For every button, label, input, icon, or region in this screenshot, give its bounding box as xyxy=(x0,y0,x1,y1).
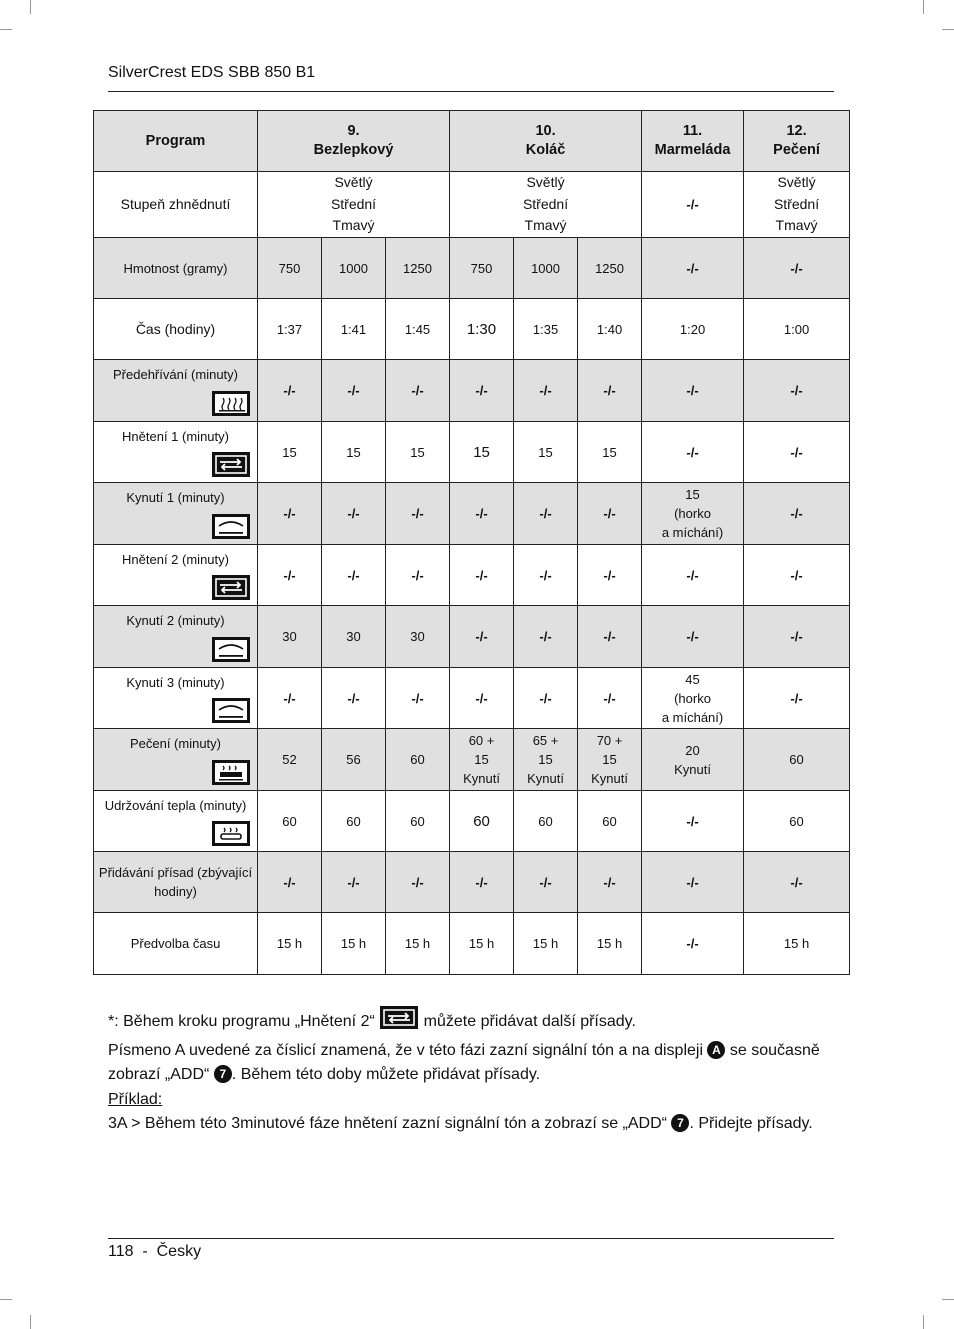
table-cell: 45 (horko a míchání) xyxy=(642,668,744,729)
program-header-10: 10. Koláč xyxy=(450,111,642,172)
callout-badge-7: 7 xyxy=(671,1114,689,1132)
table-cell: -/- xyxy=(514,606,578,668)
table-cell: 60 xyxy=(578,791,642,852)
table-cell: -/- xyxy=(578,668,642,729)
program-header-12: 12. Pečení xyxy=(744,111,850,172)
table-cell: -/- xyxy=(578,545,642,606)
row-label: Předvolba času xyxy=(94,913,258,975)
table-cell: -/- xyxy=(322,668,386,729)
row-label: Hnětení 2 (minuty) xyxy=(94,545,258,606)
table-cell: -/- xyxy=(744,360,850,422)
table-cell: -/- xyxy=(578,606,642,668)
crop-mark xyxy=(923,0,924,14)
table-cell: -/- xyxy=(578,360,642,422)
crop-mark xyxy=(942,1299,954,1300)
table-row xyxy=(94,852,850,913)
table-cell: -/- xyxy=(744,483,850,545)
table-cell: -/- xyxy=(322,483,386,545)
table-cell: 1:30 xyxy=(450,299,514,360)
table-cell: -/- xyxy=(450,545,514,606)
table-cell: 15 h xyxy=(450,913,514,975)
table-cell: -/- xyxy=(744,852,850,913)
program-header-11: 11. Marmeláda xyxy=(642,111,744,172)
knead-icon xyxy=(379,1005,419,1039)
table-row xyxy=(94,913,850,975)
table-cell: 1000 xyxy=(322,238,386,299)
table-cell: 30 xyxy=(258,606,322,668)
table-cell: 15 h xyxy=(386,913,450,975)
table-header-row xyxy=(94,111,850,172)
table-cell: -/- xyxy=(642,852,744,913)
table-cell: -/- xyxy=(322,852,386,913)
example-text: 3A > Během této 3minutové fáze hnětení zazní signální tón a zobrazí se „ADD“ 7 . Přidejte přísady. xyxy=(108,1115,813,1132)
example-label: Příklad: xyxy=(108,1090,163,1108)
table-cell: 60 xyxy=(386,729,450,791)
table-cell: 15 xyxy=(514,422,578,483)
crop-mark xyxy=(30,1315,31,1329)
table-cell: 60 xyxy=(322,791,386,852)
row-label: Kynutí 2 (minuty) xyxy=(94,606,258,668)
table-cell: -/- xyxy=(642,545,744,606)
table-cell: -/- xyxy=(642,360,744,422)
table-cell: -/- xyxy=(386,360,450,422)
knead-icon xyxy=(211,451,251,478)
table-cell: -/- xyxy=(744,668,850,729)
table-cell: -/- xyxy=(744,238,850,299)
table-cell: 15 xyxy=(258,422,322,483)
rise-icon xyxy=(211,636,251,663)
row-label: Pečení (minuty) xyxy=(94,729,258,791)
table-cell: -/- xyxy=(258,668,322,729)
row-label: Přidávání přísad (zbývající hodiny) xyxy=(94,852,258,913)
table-cell: -/- xyxy=(642,913,744,975)
callout-badge-a: A xyxy=(707,1041,725,1059)
table-row xyxy=(94,606,850,668)
crop-mark xyxy=(942,29,954,30)
table-cell: 15 h xyxy=(322,913,386,975)
table-cell: 1250 xyxy=(578,238,642,299)
program-table xyxy=(93,110,850,975)
note-line-2: Písmeno A uvedené za číslicí znamená, že v této fázi zazní signální tón a na displeji A se současně zobrazí „ADD“ 7 . Během této doby můžete přidávat přísady. xyxy=(108,1041,820,1083)
browning-cell-9: Světlý Střední Tmavý xyxy=(258,172,450,238)
table-cell: -/- xyxy=(642,238,744,299)
preheat-icon xyxy=(211,390,251,417)
table-cell: -/- xyxy=(578,852,642,913)
table-cell: 1000 xyxy=(514,238,578,299)
table-cell: 70 + 15 Kynutí xyxy=(578,729,642,791)
table-cell: -/- xyxy=(258,852,322,913)
table-cell: -/- xyxy=(258,483,322,545)
table-cell: -/- xyxy=(514,545,578,606)
rise-icon xyxy=(211,513,251,540)
table-cell: 1250 xyxy=(386,238,450,299)
table-cell: -/- xyxy=(258,360,322,422)
table-cell: -/- xyxy=(514,668,578,729)
page-header-title: SilverCrest EDS SBB 850 B1 xyxy=(108,64,316,81)
note-line-1: *: Během kroku programu „Hnětení 2“ můžete přidávat další přísady. xyxy=(108,1005,828,1039)
table-cell: 60 xyxy=(744,791,850,852)
row-label: Kynutí 3 (minuty) xyxy=(94,668,258,729)
table-cell: 60 xyxy=(514,791,578,852)
program-corner-label: Program xyxy=(94,111,258,172)
browning-cell-12: Světlý Střední Tmavý xyxy=(744,172,850,238)
row-label: Hmotnost (gramy) xyxy=(94,238,258,299)
table-row xyxy=(94,668,850,729)
table-cell: 15 xyxy=(386,422,450,483)
row-label: Udržování tepla (minuty) xyxy=(94,791,258,852)
table-cell: -/- xyxy=(642,606,744,668)
table-cell: -/- xyxy=(514,483,578,545)
table-cell: -/- xyxy=(322,360,386,422)
table-cell: 1:00 xyxy=(744,299,850,360)
table-cell: 60 xyxy=(258,791,322,852)
browning-cell-10: Světlý Střední Tmavý xyxy=(450,172,642,238)
crop-mark xyxy=(923,1315,924,1329)
table-cell: 60 xyxy=(386,791,450,852)
rise-icon xyxy=(211,697,251,724)
header-rule xyxy=(108,91,834,92)
row-label: Kynutí 1 (minuty) xyxy=(94,483,258,545)
table-cell: 1:35 xyxy=(514,299,578,360)
table-cell: -/- xyxy=(386,483,450,545)
table-cell: -/- xyxy=(450,360,514,422)
table-cell: -/- xyxy=(514,852,578,913)
table-cell: -/- xyxy=(386,545,450,606)
table-cell: 15 xyxy=(578,422,642,483)
table-cell: -/- xyxy=(642,791,744,852)
table-cell: 15 xyxy=(322,422,386,483)
table-cell: 30 xyxy=(322,606,386,668)
row-label: Hnětení 1 (minuty) xyxy=(94,422,258,483)
table-cell: -/- xyxy=(744,606,850,668)
table-cell: 60 xyxy=(450,791,514,852)
table-cell: -/- xyxy=(514,360,578,422)
knead-icon xyxy=(211,574,251,601)
page-footer xyxy=(108,1243,201,1261)
table-cell: 15 h xyxy=(744,913,850,975)
table-cell: 65 + 15 Kynutí xyxy=(514,729,578,791)
table-cell: 15 (horko a míchání) xyxy=(642,483,744,545)
table-row xyxy=(94,360,850,422)
table-cell: 15 h xyxy=(514,913,578,975)
table-cell: 20 Kynutí xyxy=(642,729,744,791)
page-number: 118 xyxy=(108,1243,134,1260)
table-cell: -/- xyxy=(386,668,450,729)
table-row xyxy=(94,545,850,606)
program-header-9: 9. Bezlepkový xyxy=(258,111,450,172)
table-row xyxy=(94,299,850,360)
callout-badge-7: 7 xyxy=(214,1065,232,1083)
table-cell: -/- xyxy=(450,483,514,545)
table-cell: -/- xyxy=(450,668,514,729)
table-cell: 60 xyxy=(744,729,850,791)
table-row xyxy=(94,483,850,545)
table-row xyxy=(94,238,850,299)
table-cell: 750 xyxy=(450,238,514,299)
table-cell: -/- xyxy=(450,606,514,668)
crop-mark xyxy=(0,1299,12,1300)
table-cell: 15 xyxy=(450,422,514,483)
table-cell: 1:41 xyxy=(322,299,386,360)
row-label: Stupeň zhnědnutí xyxy=(94,172,258,238)
table-cell: -/- xyxy=(642,422,744,483)
crop-mark xyxy=(0,29,12,30)
table-row xyxy=(94,729,850,791)
table-cell: -/- xyxy=(744,545,850,606)
footer-rule xyxy=(108,1238,834,1239)
table-cell: 56 xyxy=(322,729,386,791)
table-cell: 60 + 15 Kynutí xyxy=(450,729,514,791)
table-cell: 1:20 xyxy=(642,299,744,360)
footer-separator: - xyxy=(142,1243,148,1260)
table-row xyxy=(94,791,850,852)
row-label: Předehřívání (minuty) xyxy=(94,360,258,422)
row-label: Čas (hodiny) xyxy=(94,299,258,360)
table-cell: 15 h xyxy=(258,913,322,975)
table-cell: -/- xyxy=(258,545,322,606)
footer-language: Česky xyxy=(156,1243,202,1260)
table-cell: 52 xyxy=(258,729,322,791)
table-cell: 1:45 xyxy=(386,299,450,360)
table-cell: -/- xyxy=(578,483,642,545)
crop-mark xyxy=(30,0,31,14)
table-cell: 15 h xyxy=(578,913,642,975)
table-cell: -/- xyxy=(386,852,450,913)
bake-icon xyxy=(211,759,251,786)
table-cell: -/- xyxy=(322,545,386,606)
table-cell: -/- xyxy=(450,852,514,913)
table-cell: 1:37 xyxy=(258,299,322,360)
table-cell: 750 xyxy=(258,238,322,299)
keep-warm-icon xyxy=(211,820,251,847)
table-cell: 1:40 xyxy=(578,299,642,360)
browning-cell-11: -/- xyxy=(642,172,744,238)
notes-section xyxy=(108,1005,828,1137)
table-cell: -/- xyxy=(744,422,850,483)
table-row xyxy=(94,422,850,483)
table-cell: 30 xyxy=(386,606,450,668)
browning-row xyxy=(94,172,850,238)
